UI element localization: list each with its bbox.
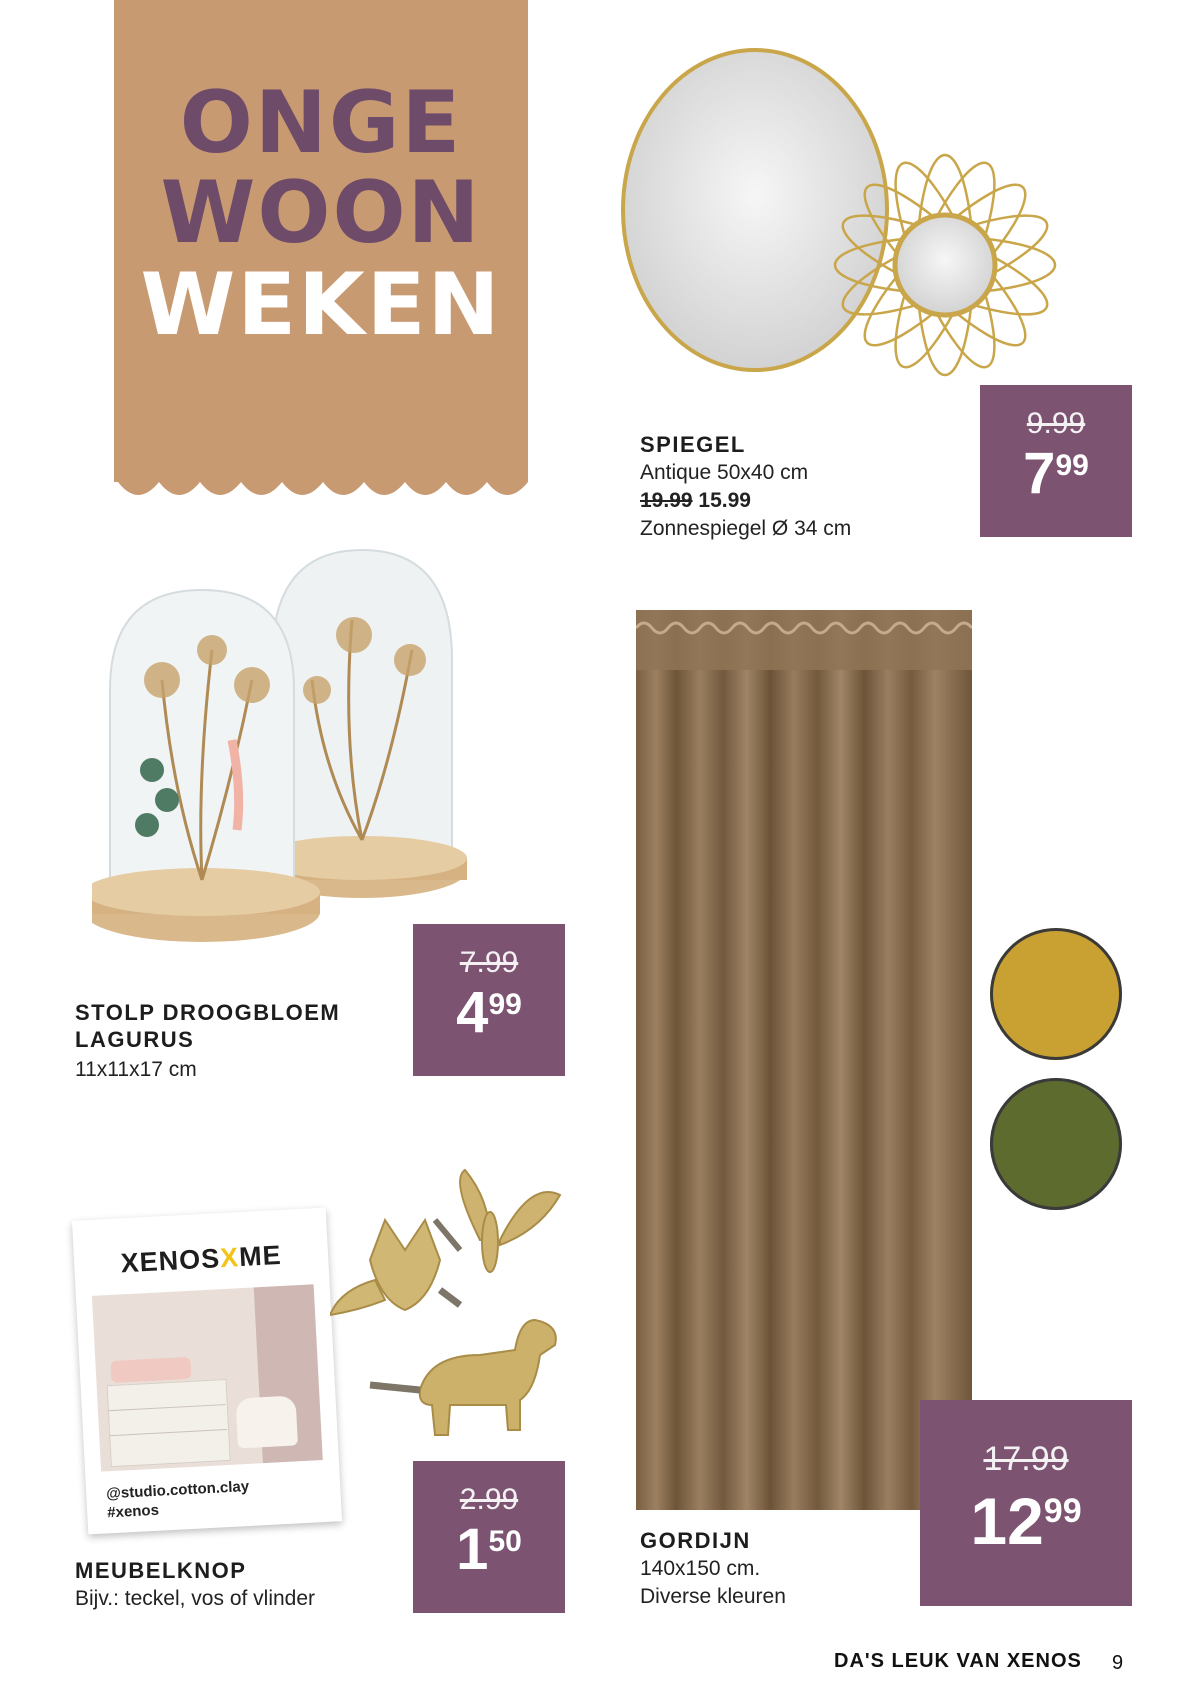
card-brand-left: XENOS [119,1243,221,1279]
banner-scallop-edge [114,462,528,508]
meubelknop-desc: Bijv.: teckel, vos of vlinder [75,1587,316,1610]
spiegel-new-price [980,441,1132,506]
gordijn-price-box [920,1400,1132,1606]
card-brand [74,1238,329,1282]
stolp-title-1: STOLP DROOGBLOEM [75,1000,341,1025]
meubelknop-title: MEUBELKNOP [75,1558,247,1583]
stolp-old-price: 7.99 [459,946,519,979]
card-handle: @studio.cotton.clay [105,1477,250,1503]
card-photo [92,1284,323,1471]
card-hashtag: #xenos [106,1501,160,1522]
meubelknop-price-box [413,1461,565,1613]
stolp-size: 11x11x17 cm [75,1058,197,1081]
stolp-price-int: 4 [456,980,489,1045]
stolp-title-2: LAGURUS [75,1027,195,1052]
spiegel-price-dec: 99 [1055,449,1089,482]
curtain-image [636,610,972,1510]
gordijn-price-dec: 99 [1043,1492,1082,1530]
stolp-price-box [413,924,565,1076]
curtain-swatch-yellow[interactable] [990,928,1122,1060]
gordijn-new-price [920,1484,1132,1558]
footer-brand: DA'S LEUK VAN XENOS [834,1650,1082,1672]
page-number: 9 [1112,1652,1124,1674]
spiegel-price-box [980,385,1132,537]
gordijn-old-price: 17.99 [983,1440,1069,1478]
stolp-price-dec: 99 [488,988,522,1021]
gordijn-title: GORDIJN [640,1528,751,1553]
bell-jar-image [92,540,492,945]
spiegel-title: SPIEGEL [640,432,746,457]
stolp-new-price [413,980,565,1045]
spiegel-old-price-inline: 19.99 [640,489,693,512]
banner-line-3: WEKEN [140,255,502,355]
meubelknop-price-dec: 50 [488,1525,522,1558]
gordijn-price-int: 12 [970,1484,1044,1558]
gordijn-colors: Diverse kleuren [640,1585,786,1608]
meubelknop-new-price [413,1517,565,1582]
card-brand-x: X [219,1242,240,1274]
spiegel-new-price-inline: 15.99 [698,489,751,512]
promo-banner [114,0,528,462]
banner-line-1: ONGE [179,73,463,173]
meubelknop-price-int: 1 [456,1517,489,1582]
curtain-swatch-green[interactable] [990,1078,1122,1210]
banner-line-2: WOON [160,163,482,263]
spiegel-price-int: 7 [1023,441,1056,506]
knobs-image [330,1160,570,1450]
xenos-me-card [72,1208,342,1535]
meubelknop-old-price: 2.99 [459,1483,519,1516]
spiegel-desc-1: Antique 50x40 cm [640,461,809,484]
spiegel-desc-3: Zonnespiegel Ø 34 cm [640,517,852,540]
card-brand-right: ME [238,1239,283,1273]
spiegel-old-price: 9.99 [1026,407,1086,440]
gordijn-size: 140x150 cm. [640,1557,761,1580]
spiegel-desc-2 [640,487,751,514]
